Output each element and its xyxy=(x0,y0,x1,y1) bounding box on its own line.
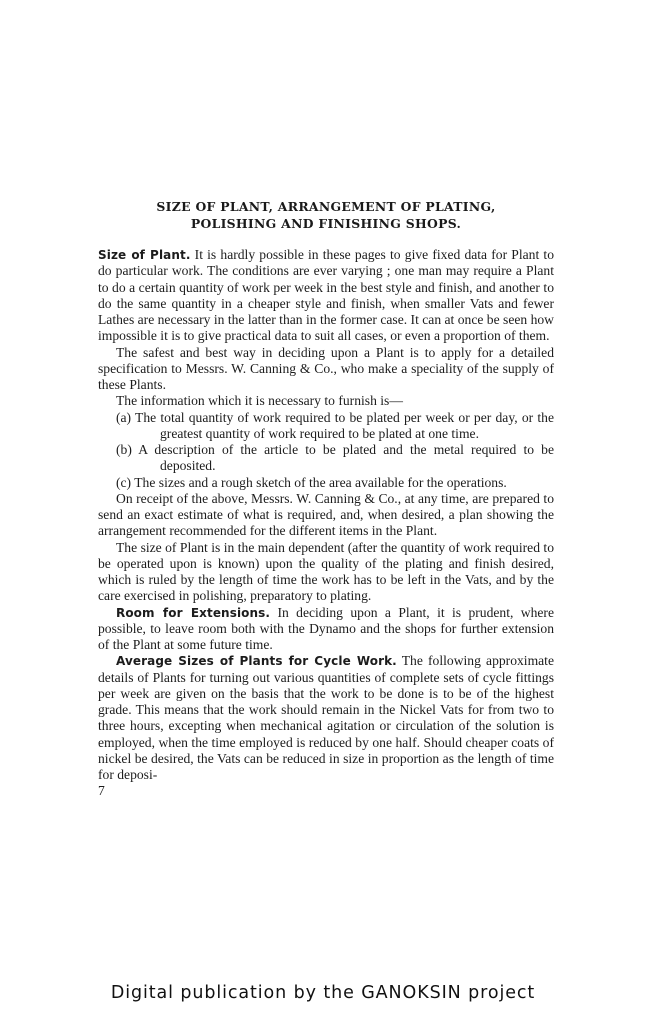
paragraph-size-dependent: The size of Plant is in the main dependent (after the quantity of work required to be operated upon is known) upon the quality of the plating and finish desired, which is ruled by the length of time the work has to be left in the Vats, and by the care exercised in polishing, preparatory to plating. xyxy=(98,539,554,604)
run-in-heading-room-for-extensions: Room for Extensions. xyxy=(116,605,271,620)
paragraph-size-of-plant xyxy=(98,247,554,345)
run-in-heading-average-sizes: Average Sizes of Plants for Cycle Work. xyxy=(116,654,397,669)
publication-footer: Digital publication by the GANOKSIN project xyxy=(110,983,536,1003)
paragraph-average-sizes xyxy=(98,653,554,783)
list-item-b: (b) A description of the article to be plated and the metal required to be deposited. xyxy=(116,442,554,474)
paragraph-text: It is hardly possible in these pages to give fixed data for Plant to do particular work. The conditions are ever varying ; one man may require a Plant to do a certain quantity of work per week in the best style and finish, and another to do the same quantity in a cheaper style and finish, when smaller Vats and fewer Lathes are necessary in the latter than in the former case. It can at once be seen how impossible it is to give practical data to suit all cases, or even a proportion of them. xyxy=(98,247,554,344)
list-item-a: (a) The total quantity of work required to be plated per week or per day, or the greatest quantity of work required to be plated at one time. xyxy=(116,409,554,441)
run-in-heading-size-of-plant: Size of Plant. xyxy=(98,248,191,262)
chapter-title-line-1: SIZE OF PLANT, ARRANGEMENT OF PLATING, xyxy=(156,199,496,214)
chapter-title-line-2: POLISHING AND FINISHING SHOPS. xyxy=(190,216,462,231)
list-item-c: (c) The sizes and a rough sketch of the area available for the operations. xyxy=(116,474,507,490)
body-text xyxy=(98,247,554,800)
page-number: 7 xyxy=(98,783,105,799)
paragraph-text: The following approximate details of Plants for turning out various quantities of complete sets of cycle fittings per week are given on the basis that the work to be done is to be of the highest grade. This means that the work should remain in the Nickel Vats for from two to three hours, excepting when mechanical agitation or circulation of the solution is employed, when the time employed is reduced by one half. Should cheaper coats of nickel be desired, the Vats can be reduced in size in proportion as the length of time for deposi- xyxy=(98,653,554,782)
paragraph-information: The information which it is necessary to furnish is— xyxy=(116,393,403,409)
chapter-title xyxy=(98,198,554,232)
paragraph-room-for-extensions xyxy=(98,605,554,654)
paragraph-safest-way: The safest and best way in deciding upon a Plant is to apply for a detailed specification to Messrs. W. Canning & Co., who make a speciality of the supply of these Plants. xyxy=(98,344,554,392)
paragraph-text: In deciding upon a Plant, it is prudent, where possible, to leave room both with the Dynamo and the shops for further extension of the Plant at some future time. xyxy=(98,604,554,652)
paragraph-on-receipt: On receipt of the above, Messrs. W. Canning & Co., at any time, are prepared to send an exact estimate of what is required, and, when desired, a plan showing the arrangement recommended for the different items in the Plant. xyxy=(98,490,554,539)
